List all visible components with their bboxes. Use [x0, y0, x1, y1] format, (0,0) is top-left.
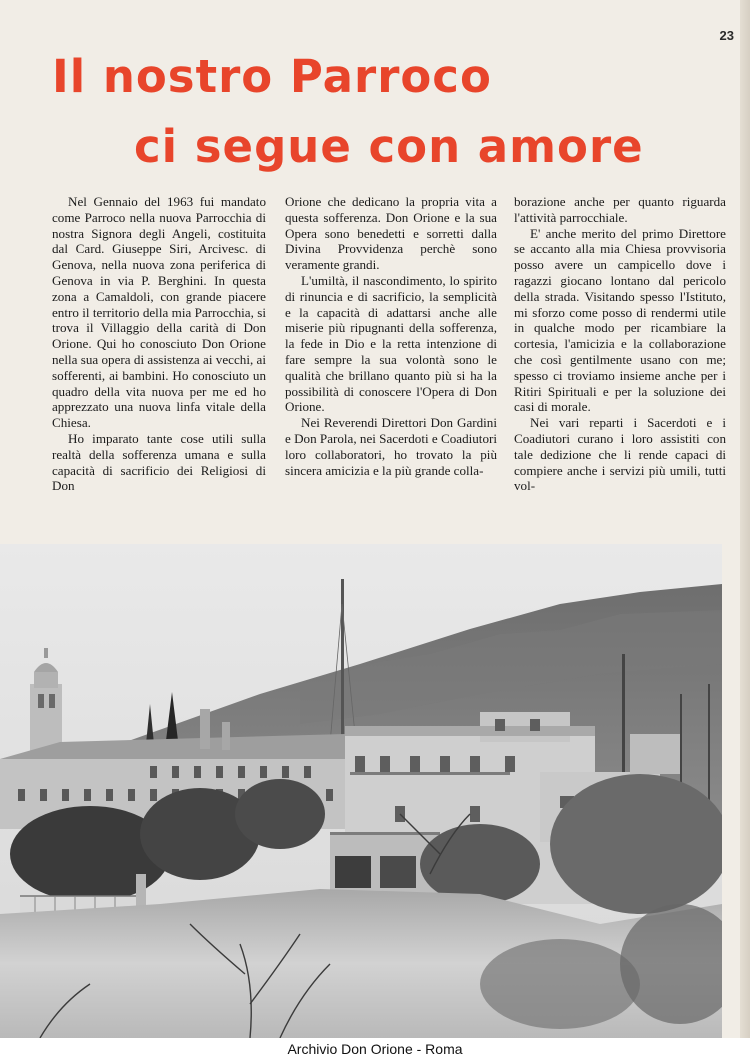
text-column-2: [285, 194, 497, 478]
paragraph: Orione che dedicano la propria vita a questa sofferenza. Don Orione e la sua Opera sono benedetti e sorretti dalla Divina Provvidenza perchè sono veramente grandi.: [285, 194, 497, 273]
paragraph: Nei vari reparti i Sacerdoti e i Coadiutori curano i loro assistiti con tale dedizione che li rende capaci di compiere anche i servizi più umili, tutti vol-: [514, 415, 726, 494]
archive-footer: Archivio Don Orione - Roma: [0, 1038, 750, 1060]
page-number: 23: [719, 28, 734, 43]
paragraph: L'umiltà, il nascondimento, lo spirito di rinuncia e di sacrificio, la semplicità e la capacità di adattarsi anche alle miserie più ripugnanti della sofferenza, la fede in Dio e la retta intenzione di fare sempre la sua volontà sono le qualità che brillano quanto più si ha la possibilità di conoscere l'Opera di Don Orione.: [285, 272, 497, 415]
paragraph: Nei Reverendi Direttori Don Gardini e Don Parola, nei Sacerdoti e Coadiutori loro collaboratori, ho trovato la più sincera amicizia e la più grande colla-: [285, 415, 497, 478]
page-edge: [740, 0, 750, 1038]
paragraph: Nel Gennaio del 1963 fui mandato come Parroco nella nuova Parrocchia di nostra Signora degli Angeli, costituita dal Card. Giuseppe Siri, Arcivesc. di Genova, nella nuova zona periferica di Genova in via P. Berghini. In questa zona a Camaldoli, con grande piacere entro il territorio della mia Parrocchia, si trova il Villaggio della carità di Don Orione. Qui ho conosciuto Don Orione nella sua opera di assistenza ai vecchi, ai sofferenti, ai bambini. Ho conosciuto un quadro della vita nuova per me ed ho apprezzato una nuova linfa vitale della Chiesa.: [52, 194, 266, 431]
paragraph: E' anche merito del primo Direttore se accanto alla mia Chiesa provvisoria posso avere un campicello dove i ragazzi giocano lontano dal pericolo della strada. Visitando spesso l'Istituto, mi sforzo come posso di rendermi utile in qualche modo per ricambiare la cortesia, l'amicizia e la collaborazione che così gentilmente usano con me; spesso ci troviamo insieme anche per i Ritiri Spirituali e per la soluzione dei casi di morale.: [514, 225, 726, 415]
article-title-line-1: Il nostro Parroco: [52, 50, 492, 103]
article-title-line-2: ci segue con amore: [134, 120, 644, 173]
paragraph: Ho imparato tante cose utili sulla realtà della sofferenza umana e sulla capacità di sacrificio dei Religiosi di Don: [52, 430, 266, 494]
text-column-1: [52, 194, 266, 494]
village-photo-illustration: [0, 544, 722, 1038]
paragraph: borazione anche per quanto riguarda l'attività parrocchiale.: [514, 194, 726, 225]
village-photo: [0, 544, 722, 1038]
text-column-3: [514, 194, 726, 494]
